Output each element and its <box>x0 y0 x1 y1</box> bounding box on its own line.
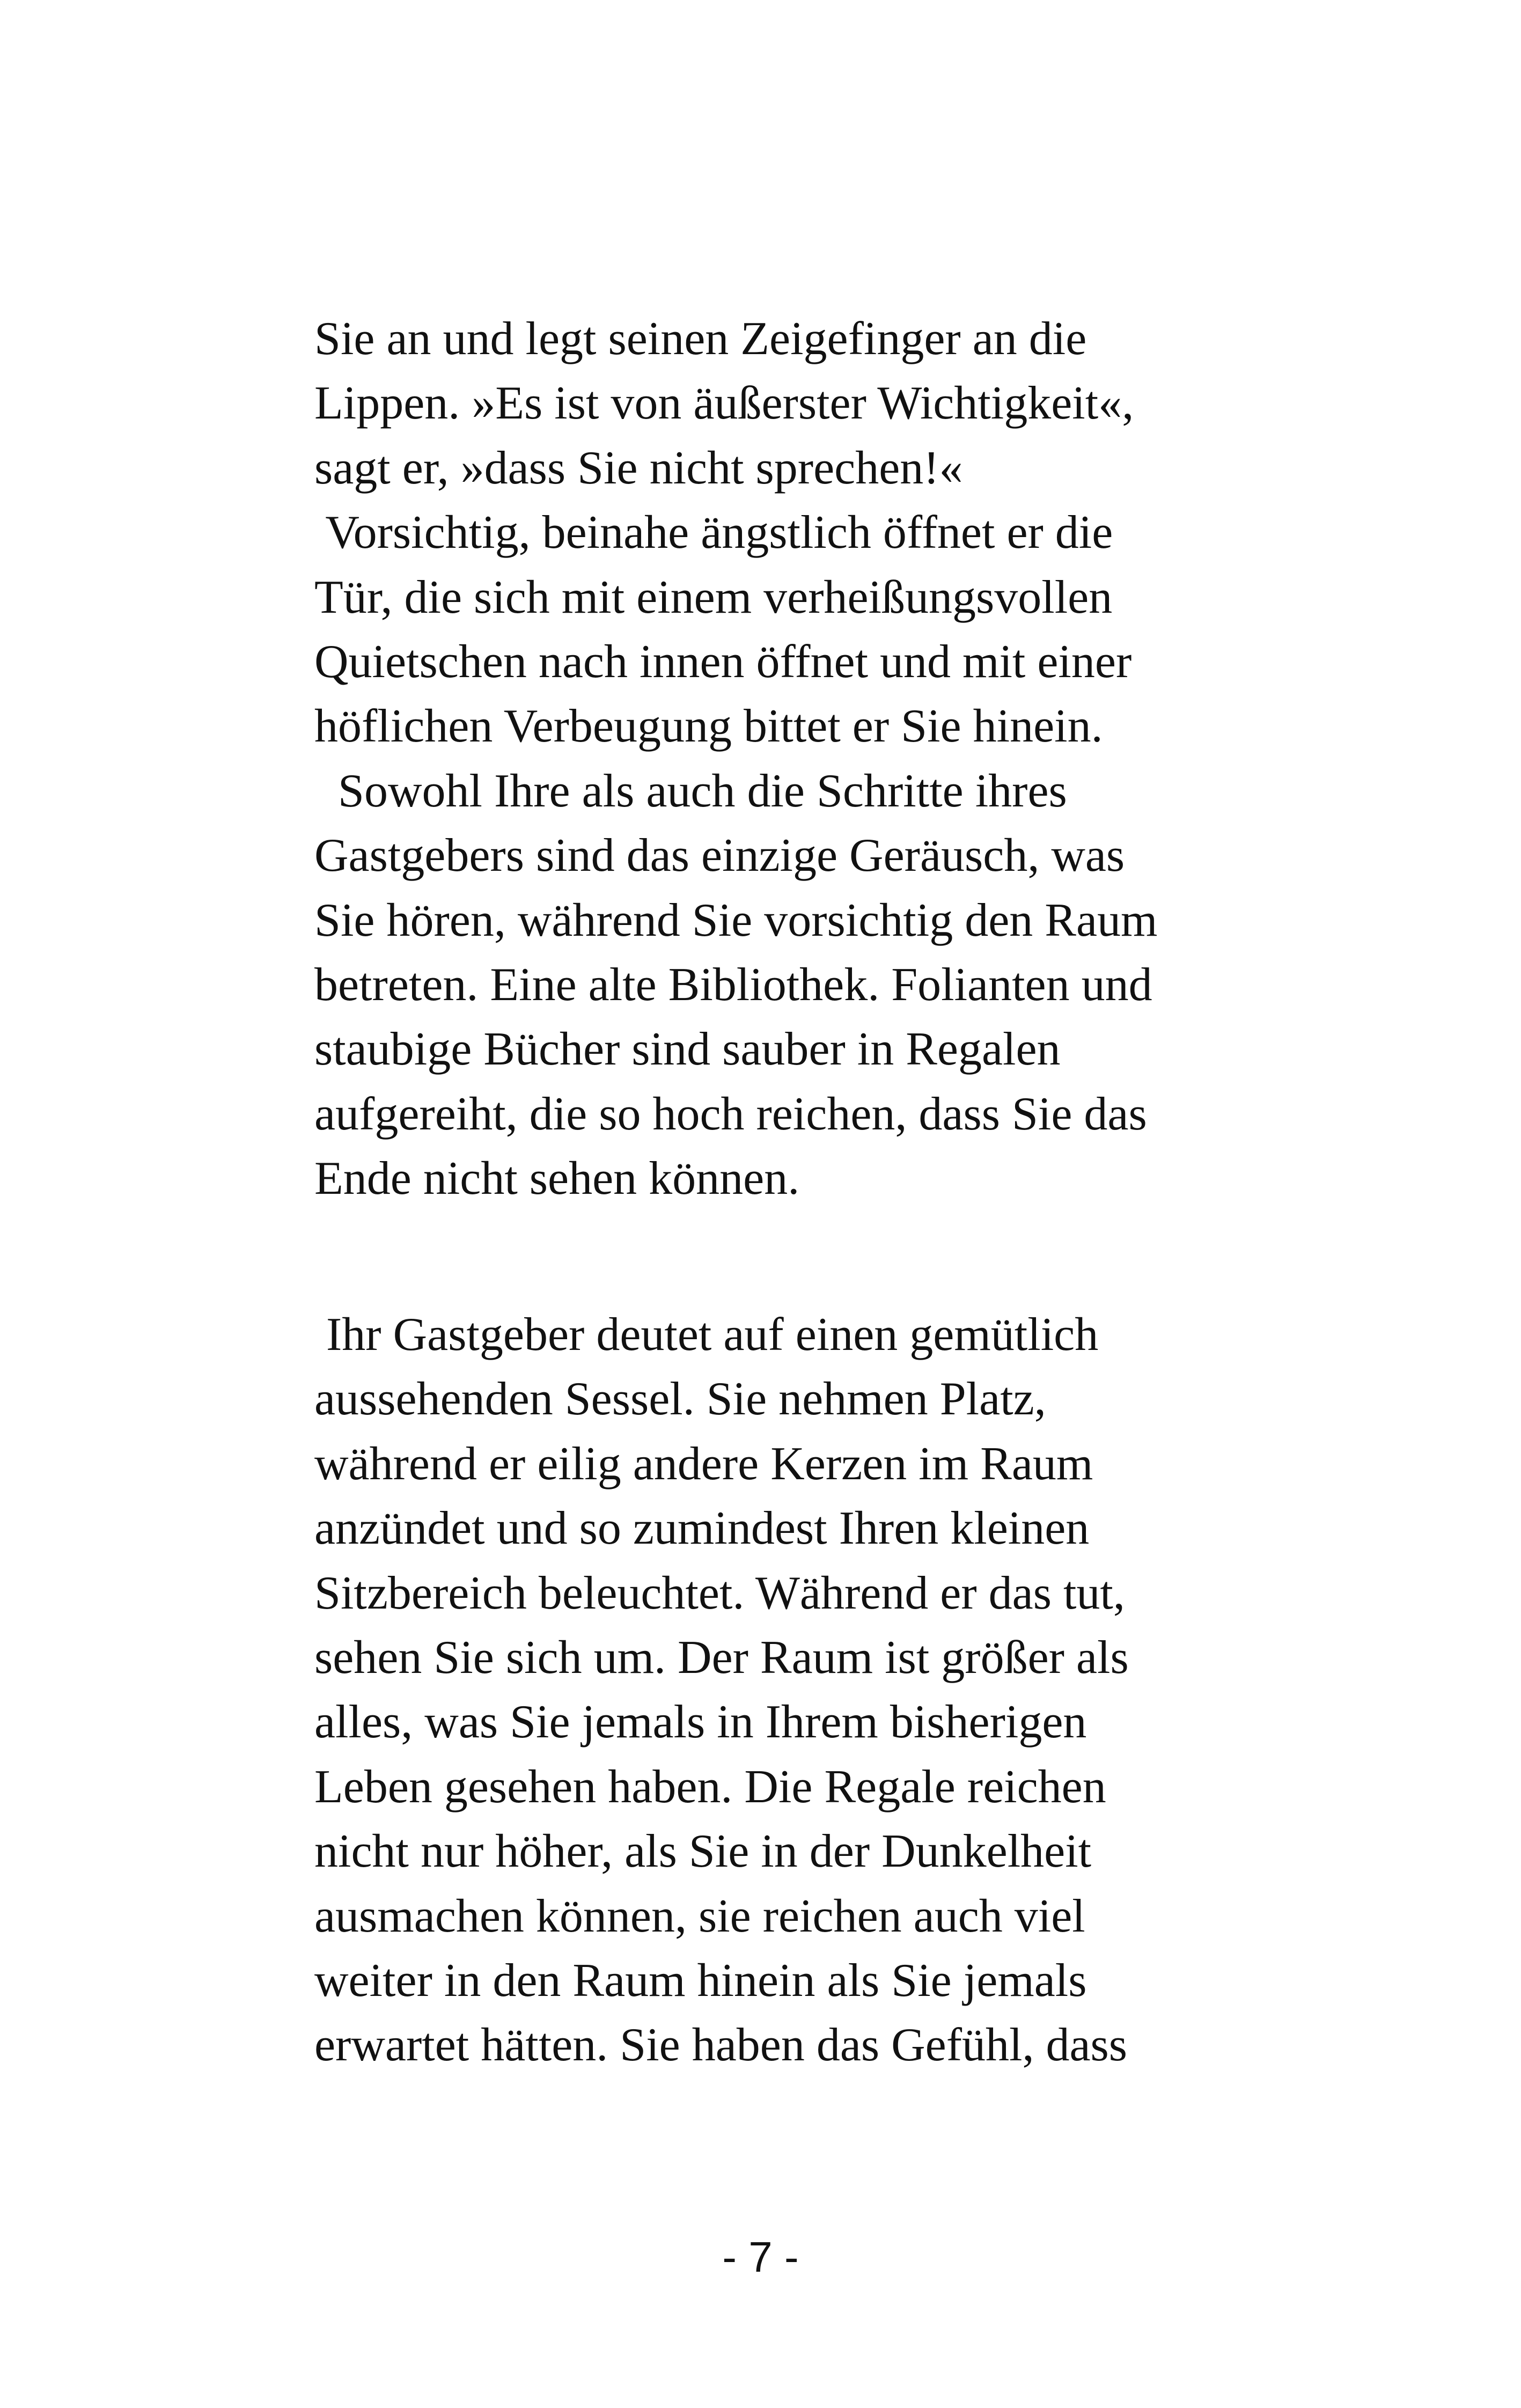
page-number: - 7 - <box>722 2233 799 2281</box>
text-line: erwartet hätten. Sie haben das Gefühl, dass <box>314 2019 1128 2072</box>
text-line: Ende nicht sehen können. <box>314 1152 800 1205</box>
text-line: sehen Sie sich um. Der Raum ist größer als <box>314 1631 1129 1684</box>
text-line: während er eilig andere Kerzen im Raum <box>314 1437 1093 1490</box>
text-line: aufgereiht, die so hoch reichen, dass Sie das <box>314 1088 1147 1140</box>
text-line: Sitzbereich beleuchtet. Während er das tut, <box>314 1567 1125 1619</box>
text-line: betreten. Eine alte Bibliothek. Folianten und <box>314 958 1152 1011</box>
text-line: ausmachen können, sie reichen auch viel <box>314 1890 1085 1942</box>
text-line: weiter in den Raum hinein als Sie jemals <box>314 1954 1087 2007</box>
text-line: nicht nur höher, als Sie in der Dunkelheit <box>314 1825 1092 1878</box>
text-line: Sowohl Ihre als auch die Schritte ihres <box>314 765 1067 817</box>
text-line: sagt er, »dass Sie nicht sprechen!« <box>314 442 963 494</box>
paragraph-1 <box>314 307 1226 1211</box>
text-line: staubige Bücher sind sauber in Regalen <box>314 1023 1061 1076</box>
text-line: Ihr Gastgeber deutet auf einen gemütlich <box>314 1309 1099 1361</box>
text-line: Leben gesehen haben. Die Regale reichen <box>314 1760 1106 1813</box>
text-line: anzündet und so zumindest Ihren kleinen <box>314 1502 1090 1555</box>
text-line: Vorsichtig, beinahe ängstlich öffnet er die <box>314 506 1113 559</box>
text-line: Gastgebers sind das einzige Geräusch, was <box>314 829 1125 882</box>
text-line: Sie an und legt seinen Zeigefinger an die <box>314 313 1087 365</box>
text-line: Tür, die sich mit einem verheißungsvollen <box>314 571 1113 623</box>
text-line: Sie hören, während Sie vorsichtig den Raum <box>314 894 1158 946</box>
text-line: Quietschen nach innen öffnet und mit einer <box>314 635 1132 688</box>
text-line: Lippen. »Es ist von äußerster Wichtigkeit«, <box>314 377 1134 430</box>
text-line: alles, was Sie jemals in Ihrem bisherigen <box>314 1696 1087 1749</box>
text-line: aussehenden Sessel. Sie nehmen Platz, <box>314 1373 1046 1426</box>
text-line: höflichen Verbeugung bittet er Sie hinein. <box>314 700 1103 753</box>
paragraph-2 <box>314 1303 1226 2078</box>
